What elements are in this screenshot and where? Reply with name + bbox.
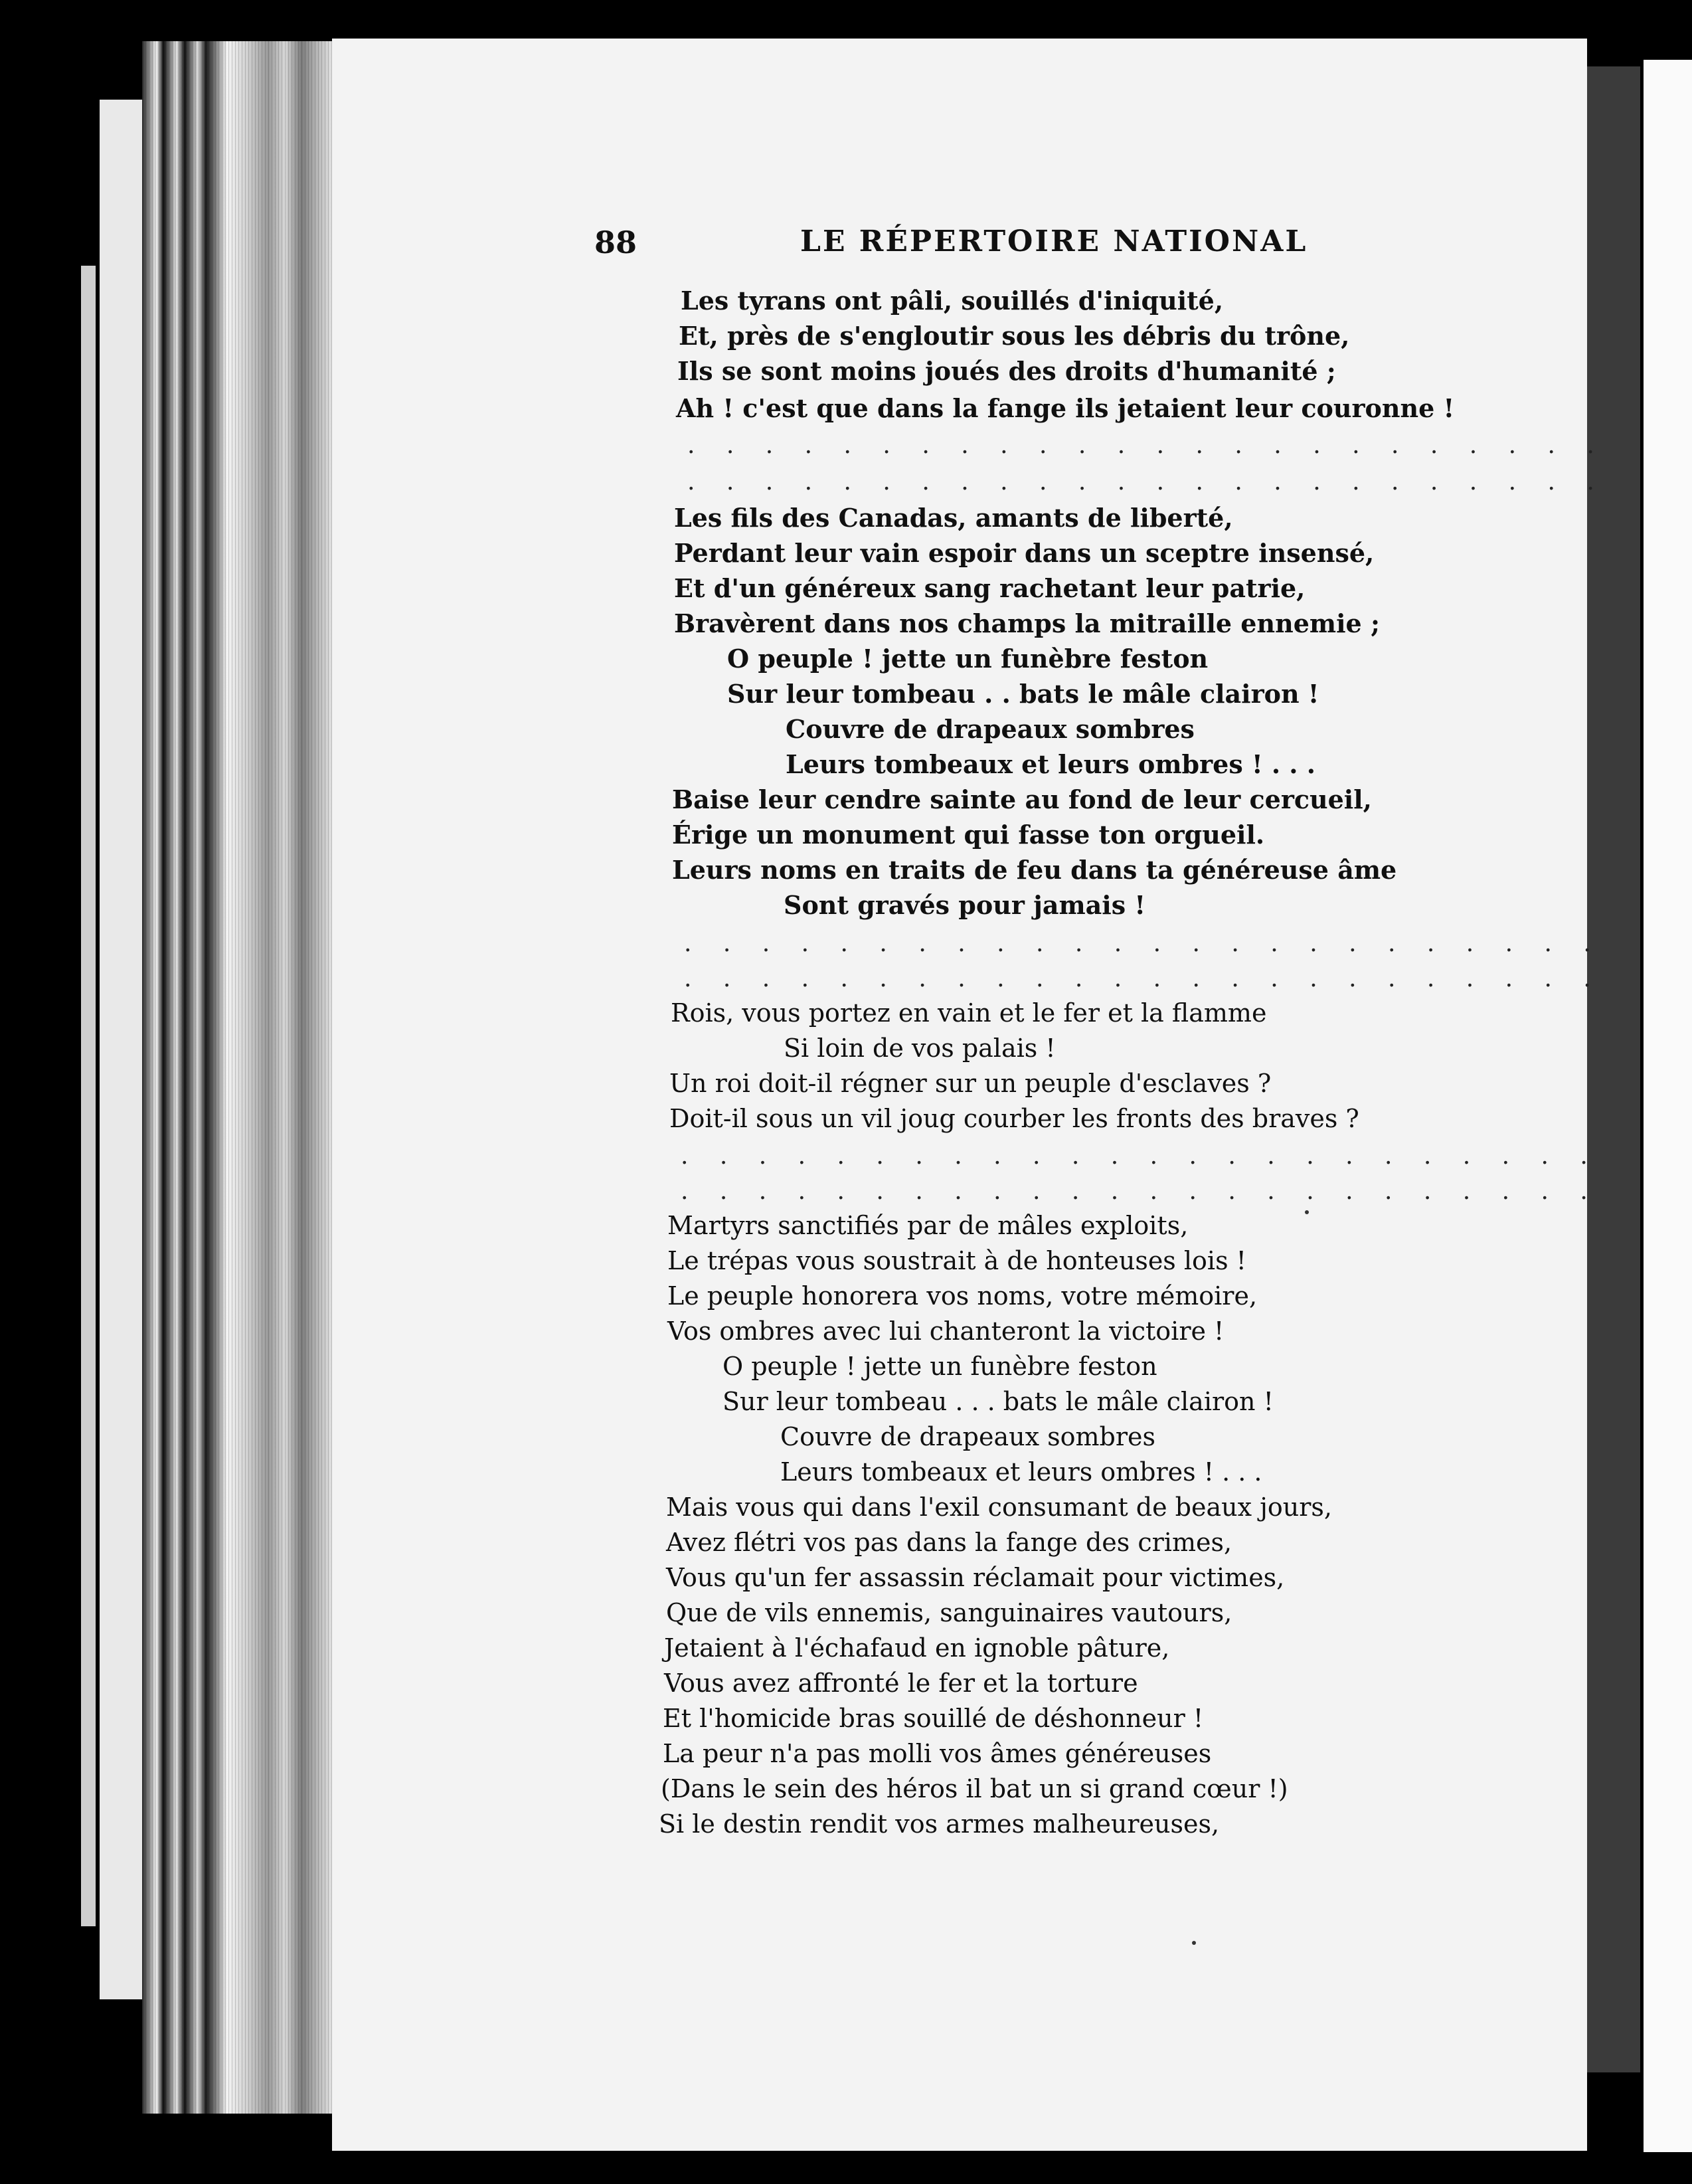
ellipsis-separator: . . . . . . . . . . . . . . . . . . . . . . . . [681, 1178, 1600, 1205]
ink-speck [1192, 1941, 1196, 1945]
poem-line: Doit-il sous un vil joug courber les fronts des braves ? [669, 1104, 1359, 1133]
poem-line: Que de vils ennemis, sanguinaires vautours, [666, 1598, 1232, 1627]
refrain-line: Leurs tombeaux et leurs ombres ! . . . [780, 1457, 1262, 1487]
poem-line: Les tyrans ont pâli, souillés d'iniquité, [681, 286, 1224, 316]
refrain-line: Leurs tombeaux et leurs ombres ! . . . [786, 749, 1315, 779]
ellipsis-separator: . . . . . . . . . . . . . . . . . . . . . . . . [687, 468, 1606, 496]
poem-line: Perdant leur vain espoir dans un sceptre insensé, [674, 538, 1375, 568]
book-edge-outer [100, 100, 146, 1999]
running-title: LE RÉPERTOIRE NATIONAL [800, 225, 1308, 258]
poem-line: Si le destin rendit vos armes malheureuses, [659, 1809, 1220, 1839]
book-edge-shadow [81, 266, 96, 1926]
refrain-line: Sur leur tombeau . . bats le mâle clairon ! [727, 679, 1319, 709]
poem-line: Et, près de s'engloutir sous les débris du trône, [679, 321, 1350, 351]
poem-line: Mais vous qui dans l'exil consumant de beaux jours, [666, 1493, 1333, 1522]
refrain-line: Couvre de drapeaux sombres [786, 714, 1195, 744]
ellipsis-separator: . . . . . . . . . . . . . . . . . . . . . . . . [684, 965, 1603, 992]
ink-speck [1305, 1210, 1309, 1214]
poem-line: Et d'un généreux sang rachetant leur patrie, [674, 573, 1306, 603]
poem-line: Vous avez affronté le fer et la torture [664, 1669, 1138, 1698]
poem-line: Martyrs sanctifiés par de mâles exploits, [667, 1211, 1189, 1240]
poem-line: (Dans le sein des héros il bat un si grand cœur !) [661, 1774, 1288, 1803]
poem-line: Rois, vous portez en vain et le fer et la flamme [671, 998, 1267, 1028]
poem-line: Jetaient à l'échafaud en ignoble pâture, [664, 1633, 1170, 1663]
ellipsis-separator: . . . . . . . . . . . . . . . . . . . . . . . . [681, 1142, 1600, 1170]
poem-line: Érige un monument qui fasse ton orgueil. [672, 820, 1265, 850]
poem-line: La peur n'a pas molli vos âmes généreuses [663, 1739, 1212, 1768]
poem-line: Leurs noms en traits de feu dans ta généreuse âme [672, 855, 1397, 885]
poem-line: Baise leur cendre sainte au fond de leur cercueil, [672, 784, 1372, 814]
refrain-line: Sur leur tombeau . . . bats le mâle clairon ! [722, 1387, 1274, 1416]
poem-line: Bravèrent dans nos champs la mitraille ennemie ; [674, 608, 1380, 638]
book-page-stack [142, 41, 335, 2114]
poem-line: Ils se sont moins joués des droits d'humanité ; [677, 356, 1336, 386]
poem-line: Un roi doit-il régner sur un peuple d'esclaves ? [669, 1069, 1272, 1098]
refrain-line: O peuple ! jette un funèbre feston [722, 1352, 1157, 1381]
poem-line: Sont gravés pour jamais ! [784, 890, 1146, 920]
facing-page-edge [1640, 60, 1692, 2152]
poem-line: Ah ! c'est que dans la fange ils jetaient leur couronne ! [676, 393, 1455, 423]
ellipsis-separator: . . . . . . . . . . . . . . . . . . . . . . . . [687, 432, 1606, 459]
page-number: 88 [594, 225, 637, 260]
poem-line: Avez flétri vos pas dans la fange des crimes, [666, 1528, 1232, 1557]
poem-line: Vos ombres avec lui chanteront la victoire ! [667, 1317, 1225, 1346]
ellipsis-separator: . . . . . . . . . . . . . . . . . . . . . . . . [684, 930, 1603, 957]
poem-line: Si loin de vos palais ! [784, 1034, 1056, 1063]
refrain-line: Couvre de drapeaux sombres [780, 1422, 1156, 1451]
poem-line: Les fils des Canadas, amants de liberté, [674, 503, 1233, 533]
book-binding [1587, 66, 1640, 2072]
poem-line: Vous qu'un fer assassin réclamait pour victimes, [666, 1563, 1285, 1592]
poem-line: Le peuple honorera vos noms, votre mémoire, [667, 1281, 1258, 1311]
refrain-line: O peuple ! jette un funèbre feston [727, 644, 1209, 674]
poem-line: Le trépas vous soustrait à de honteuses lois ! [667, 1246, 1246, 1275]
poem-line: Et l'homicide bras souillé de déshonneur ! [663, 1704, 1204, 1733]
